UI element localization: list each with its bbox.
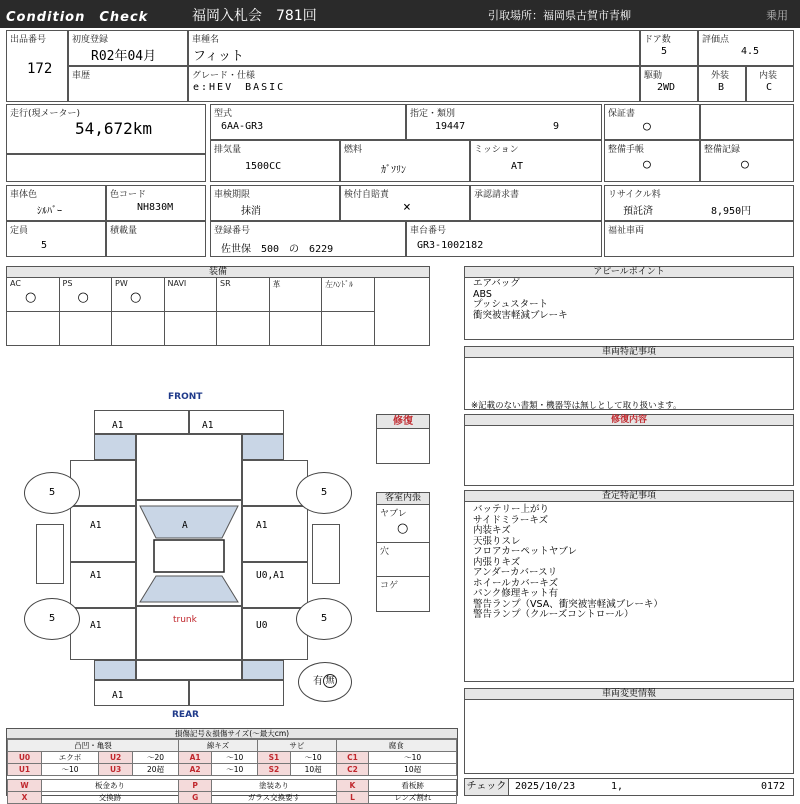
color-code-box: 色コード NH830M bbox=[106, 185, 206, 221]
legend-cell: 塗装あり bbox=[212, 780, 336, 792]
equipment-empty-cell bbox=[112, 312, 165, 345]
rear-panel bbox=[136, 660, 242, 680]
doors-box: ドア数 5 bbox=[640, 30, 698, 66]
assessment-item: バッテリー上がり bbox=[473, 504, 550, 515]
assessment-item: 内張りキズ bbox=[473, 556, 521, 568]
history-box: 車歴 bbox=[68, 66, 188, 102]
mark-rear-bumper: A1 bbox=[112, 690, 124, 701]
header-bar bbox=[0, 0, 800, 28]
legend-cell: 〜20 bbox=[133, 752, 179, 764]
equipment-panel bbox=[6, 266, 430, 346]
tear-cell: ヤブレ ○ bbox=[377, 505, 429, 543]
load-box: 積載量 bbox=[106, 221, 206, 257]
mark-front-right: A1 bbox=[202, 420, 214, 431]
interior-title: 客室内張 bbox=[377, 493, 429, 505]
recycle-amount: 8,950円 bbox=[711, 206, 752, 217]
legend-cell: A1 bbox=[178, 752, 211, 764]
equipment-label: 革 bbox=[272, 280, 281, 289]
spec-number: 19447 bbox=[435, 121, 466, 132]
rear-door-right bbox=[242, 562, 308, 608]
spec-class: 9 bbox=[553, 121, 560, 132]
trunk-label: trunk bbox=[173, 615, 197, 625]
legend-cell: 〜10 bbox=[290, 752, 336, 764]
tire-front-left: 5 bbox=[24, 472, 80, 514]
tear-value: ○ bbox=[397, 521, 409, 536]
front-label: FRONT bbox=[168, 392, 203, 402]
front-door-right bbox=[242, 506, 308, 562]
assessment-item: サイドミラーキズ bbox=[473, 514, 549, 526]
legend-cell: エクボ bbox=[41, 752, 98, 764]
check-label: チェック bbox=[465, 779, 509, 795]
assessment-title: 査定特記事項 bbox=[465, 491, 793, 502]
equipment-empty-cell bbox=[217, 312, 270, 345]
rear-window bbox=[140, 576, 238, 602]
mark-left-rear-door: A1 bbox=[90, 570, 102, 581]
legend-cell: 10超 bbox=[369, 764, 457, 776]
special-panel bbox=[464, 346, 794, 410]
equipment-title: 装備 bbox=[7, 267, 429, 278]
rear-door-left bbox=[70, 562, 136, 608]
equipment-item bbox=[270, 278, 323, 312]
equipment-label: SR bbox=[220, 279, 231, 288]
model-box: 型式 6AA-GR3 bbox=[210, 104, 406, 140]
equipment-item bbox=[165, 278, 218, 312]
appeal-title: アピールポイント bbox=[465, 267, 793, 278]
capacity-box: 定員 5 bbox=[6, 221, 106, 257]
assessment-item: ホイールカバーキズ bbox=[473, 577, 559, 589]
rear-fender-left bbox=[70, 608, 136, 660]
insurance-box: 検付自賠責 × bbox=[340, 185, 470, 221]
legend-cell: L bbox=[336, 792, 369, 804]
legend-cell: 〜10 bbox=[369, 752, 457, 764]
assessment-item: 内装キズ bbox=[473, 525, 511, 536]
doors: 5 bbox=[661, 46, 668, 57]
mark-right-rear-door: U0,A1 bbox=[256, 570, 285, 581]
equipment-label: PS bbox=[62, 279, 73, 288]
mission: AT bbox=[511, 161, 524, 172]
body-color: ｼﾙﾊﾞｰ bbox=[37, 206, 62, 217]
rear-bumper-left bbox=[94, 680, 189, 706]
inspection: 抹消 bbox=[241, 206, 261, 217]
taillight-right bbox=[242, 660, 284, 680]
legend-cell: 看板跡 bbox=[369, 780, 457, 792]
assessment-panel bbox=[464, 490, 794, 682]
legend-cell: 〜10 bbox=[212, 752, 258, 764]
displacement: 1500CC bbox=[245, 161, 282, 172]
equipment-label: PW bbox=[115, 279, 128, 288]
headlight-right bbox=[242, 434, 284, 460]
tire-rear-right: 5 bbox=[296, 598, 352, 640]
drive-box: 駆動 2WD bbox=[640, 66, 698, 102]
manual: ○ bbox=[643, 157, 651, 172]
warranty-extra-box bbox=[700, 104, 794, 140]
legend-cell: K bbox=[336, 780, 369, 792]
repair-mini-title: 修復 bbox=[377, 415, 429, 429]
check-code: 1, bbox=[611, 781, 624, 792]
int-grade: C bbox=[766, 82, 773, 93]
appeal-item: ABS bbox=[473, 288, 492, 300]
special-title: 車両特記事項 bbox=[465, 347, 793, 358]
front-door-left bbox=[70, 506, 136, 562]
appeal-item: 衝突被害軽減ブレーキ bbox=[473, 309, 568, 321]
legend-cell: S2 bbox=[258, 764, 291, 776]
tire-front-right: 5 bbox=[296, 472, 352, 514]
record-box: 整備記録 ○ bbox=[700, 140, 794, 182]
legend-cell: S1 bbox=[258, 752, 291, 764]
score-box: 評価点 4.5 bbox=[698, 30, 794, 66]
claim-box: 承認請求書 bbox=[470, 185, 602, 221]
tire-rear-left: 5 bbox=[24, 598, 80, 640]
legend-title: 損傷記号＆損傷サイズ(〜最大cm) bbox=[7, 729, 457, 739]
equipment-empty-cell bbox=[7, 312, 60, 345]
fuel: ｶﾞｿﾘﾝ bbox=[381, 165, 406, 176]
first-reg-box: 初度登録 R02年04月 bbox=[68, 30, 188, 66]
spare-tire bbox=[298, 662, 352, 702]
assessment-list bbox=[473, 505, 663, 621]
record: ○ bbox=[741, 157, 749, 172]
sunroof-outline bbox=[154, 540, 224, 572]
equipment-item bbox=[112, 278, 165, 312]
manual-box: 整備手帳 ○ bbox=[604, 140, 700, 182]
legend-cell: C1 bbox=[336, 752, 369, 764]
changes-panel bbox=[464, 688, 794, 774]
capacity: 5 bbox=[41, 240, 48, 251]
legend-cell: レンズ割れ bbox=[369, 792, 457, 804]
special-note: ※記載のない書類・機器等は無しとして取り扱います。 bbox=[471, 401, 682, 411]
color-box: 車体色 ｼﾙﾊﾞｰ bbox=[6, 185, 106, 221]
mark-front-left: A1 bbox=[112, 420, 124, 431]
repair-panel bbox=[464, 414, 794, 486]
warranty-box: 保証書 ○ bbox=[604, 104, 700, 140]
legend-cell: 〜10 bbox=[41, 764, 98, 776]
welfare-box: 福祉車両 bbox=[604, 221, 794, 257]
hole-cell: 穴 bbox=[377, 543, 429, 577]
headlight-left bbox=[94, 434, 136, 460]
int-box: 内装 C bbox=[746, 66, 794, 102]
grade-box: グレード・仕様 e:HEV BASIC bbox=[188, 66, 640, 102]
legend-group: 線キズ bbox=[178, 740, 257, 752]
insurance: × bbox=[403, 200, 411, 215]
assessment-item: 警告ランプ（VSA、衝突被害軽減ブレーキ） bbox=[473, 598, 663, 610]
lot-box: 出品番号 172 bbox=[6, 30, 68, 102]
mileage: 54,672km bbox=[75, 119, 153, 138]
car-name-box: 車種名 フィット bbox=[188, 30, 640, 66]
equipment-value: ○ bbox=[25, 290, 37, 305]
assessment-item: 警告ランプ（クルーズコントロール） bbox=[473, 609, 634, 620]
spare-mark: 無 bbox=[323, 674, 337, 688]
equipment-empty-cell bbox=[60, 312, 113, 345]
legend-cell: G bbox=[178, 792, 211, 804]
legend-cell: 〜10 bbox=[212, 764, 258, 776]
assessment-item: パンク修理キット有 bbox=[473, 588, 559, 599]
vehicle-type: 乗用 bbox=[766, 9, 788, 22]
chassis-number: GR3-1002182 bbox=[417, 240, 484, 251]
spec-box: 指定・類別 19447 9 bbox=[406, 104, 602, 140]
warranty: ○ bbox=[643, 119, 651, 134]
mark-left-rear-fender: A1 bbox=[90, 620, 102, 631]
legend-cell: P bbox=[178, 780, 211, 792]
equipment-label: AC bbox=[10, 279, 21, 288]
equipment-label: NAVI bbox=[167, 279, 187, 288]
legend-cell: C2 bbox=[336, 764, 369, 776]
equipment-item bbox=[7, 278, 60, 312]
rear-bumper-right bbox=[189, 680, 284, 706]
windshield bbox=[140, 506, 238, 538]
legend-cell: U3 bbox=[99, 764, 133, 776]
equipment-label: 左ﾊﾝﾄﾞﾙ bbox=[325, 280, 353, 289]
legend-cell: U1 bbox=[8, 764, 42, 776]
legend-cell: 交換跡 bbox=[41, 792, 178, 804]
changes-title: 車両変更情報 bbox=[465, 689, 793, 700]
front-bumper-left bbox=[94, 410, 189, 434]
score: 4.5 bbox=[741, 46, 760, 57]
equipment-empty-cell bbox=[322, 312, 375, 345]
fuel-box: 燃料 ｶﾞｿﾘﾝ bbox=[340, 140, 470, 182]
legend-cell: ガラス交換要す bbox=[212, 792, 336, 804]
mark-roof: A bbox=[182, 520, 188, 531]
plate-box: 登録番号 佐世保 500 の 6229 bbox=[210, 221, 406, 257]
legend-cell: 20超 bbox=[133, 764, 179, 776]
front-fender-left bbox=[70, 460, 136, 506]
mark-left-front-door: A1 bbox=[90, 520, 102, 531]
appeal-item: エアバッグ bbox=[473, 278, 520, 289]
legend-cell: X bbox=[8, 792, 42, 804]
damage-legend bbox=[6, 728, 458, 802]
footer-bar bbox=[464, 778, 794, 796]
appeal-panel bbox=[464, 266, 794, 340]
first-reg: R02年04月 bbox=[91, 49, 157, 64]
grade: e:HEV BASIC bbox=[193, 82, 286, 93]
appeal-item: プッシュスタート bbox=[473, 299, 549, 310]
mission-box: ミッション AT bbox=[470, 140, 602, 182]
spare-label: 有 bbox=[313, 676, 323, 687]
mileage-box: 走行(現メーター) 54,672km bbox=[6, 104, 206, 154]
check-number: 0172 bbox=[761, 781, 786, 792]
color-code: NH830M bbox=[137, 202, 174, 213]
assessment-item: 天張りスレ bbox=[473, 535, 521, 547]
chassis-box: 車台番号 GR3-1002182 bbox=[406, 221, 602, 257]
assessment-item: フロアカーペットヤブレ bbox=[473, 546, 578, 557]
legend-group: 凸凹・亀裂 bbox=[8, 740, 179, 752]
auction-title: 福岡入札会 781回 bbox=[192, 8, 317, 24]
drive: 2WD bbox=[657, 82, 676, 93]
equipment-value: ○ bbox=[77, 290, 89, 305]
pickup-location: 引取場所：福岡県古賀市青柳 bbox=[488, 9, 631, 22]
equipment-item bbox=[322, 278, 375, 312]
legend-table bbox=[7, 739, 457, 804]
legend-cell: A2 bbox=[178, 764, 211, 776]
car-diagram bbox=[6, 390, 366, 720]
legend-cell: 10超 bbox=[290, 764, 336, 776]
logo: Condition Check bbox=[6, 10, 149, 25]
check-date: 2025/10/23 bbox=[515, 781, 576, 792]
mark-right-front-door: A1 bbox=[256, 520, 268, 531]
legend-cell: U2 bbox=[99, 752, 133, 764]
legend-group: サビ bbox=[258, 740, 336, 752]
legend-cell: W bbox=[8, 780, 42, 792]
inspection-box: 車検期限 抹消 bbox=[210, 185, 340, 221]
appeal-list bbox=[473, 279, 568, 321]
legend-cell: U0 bbox=[8, 752, 42, 764]
windshield-shapes bbox=[136, 500, 242, 606]
taillight-left bbox=[94, 660, 136, 680]
mark-right-rear-fender: U0 bbox=[256, 620, 268, 631]
model: 6AA-GR3 bbox=[221, 121, 264, 132]
mileage-extra-box bbox=[6, 154, 206, 182]
repair-title: 修復内容 bbox=[465, 415, 793, 426]
legend-group: 腐食 bbox=[336, 740, 456, 752]
equipment-item bbox=[217, 278, 270, 312]
equipment-empty-cell bbox=[270, 312, 323, 345]
interior-box bbox=[376, 492, 430, 612]
displacement-box: 排気量 1500CC bbox=[210, 140, 340, 182]
side-rail-right bbox=[312, 524, 340, 584]
ext-grade: B bbox=[718, 82, 725, 93]
recycle-box: リサイクル料 預託済 8,950円 bbox=[604, 185, 794, 221]
rear-label: REAR bbox=[172, 710, 199, 720]
recycle-status: 預託済 bbox=[623, 206, 653, 217]
ext-box: 外装 B bbox=[698, 66, 746, 102]
assessment-item: アンダーカバースリ bbox=[473, 567, 558, 578]
plate-number: 佐世保 500 の 6229 bbox=[221, 244, 334, 255]
hood bbox=[136, 434, 242, 500]
legend-cell: 板金あり bbox=[41, 780, 178, 792]
side-rail-left bbox=[36, 524, 64, 584]
repair-mini-box bbox=[376, 414, 430, 464]
equipment-value: ○ bbox=[130, 290, 142, 305]
burn-cell: コゲ bbox=[380, 581, 399, 591]
lot-number: 172 bbox=[27, 61, 53, 77]
equipment-item bbox=[60, 278, 113, 312]
car-name: フィット bbox=[193, 49, 244, 64]
equipment-empty-cell bbox=[165, 312, 218, 345]
